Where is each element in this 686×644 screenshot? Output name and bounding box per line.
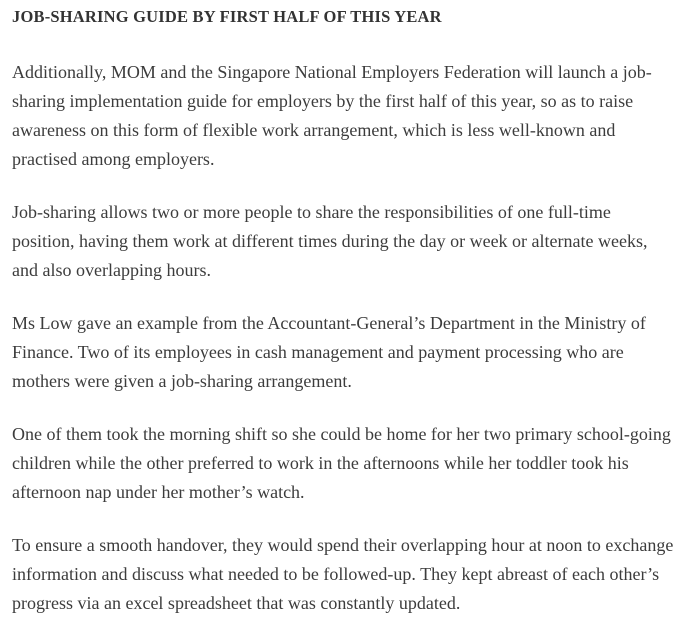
article-paragraph: One of them took the morning shift so she could be home for her two primary school-going children while the other preferred to work in the afternoons while her toddler took his afternoon nap under her mother’s watch.: [12, 424, 671, 502]
article-paragraph: Additionally, MOM and the Singapore National Employers Federation will launch a job-sharing implementation guide for employers by the first half of this year, so as to raise awareness on this form of flexible work arrangement, which is less well-known and practised among employers.: [12, 62, 652, 169]
article-heading: JOB-SHARING GUIDE BY FIRST HALF OF THIS YEAR: [12, 7, 442, 26]
article-paragraph: Ms Low gave an example from the Accountant-General’s Department in the Ministry of Finance. Two of its employees in cash management and payment processing who are mothers were given a job-sharing arrangement.: [12, 313, 646, 391]
article-paragraph: To ensure a smooth handover, they would spend their overlapping hour at noon to exchange information and discuss what needed to be followed-up. They kept abreast of each other’s progress via an excel spreadsheet that was constantly updated.: [12, 535, 674, 613]
article-paragraph: Job-sharing allows two or more people to share the responsibilities of one full-time position, having them work at different times during the day or week or alternate weeks, and also overlapping hours.: [12, 202, 648, 280]
